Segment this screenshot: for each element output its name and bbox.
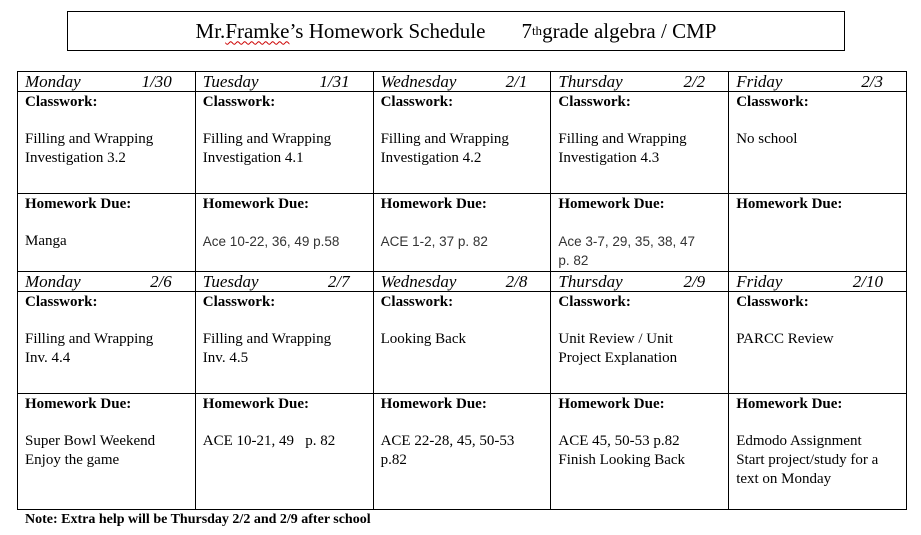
day-header [551,72,729,92]
classwork-label: Classwork: [202,94,276,110]
day-date: 2/6 [150,272,172,291]
classwork-label: Classwork: [736,94,809,110]
day-header [18,272,196,292]
classwork-cell [373,92,551,194]
day-date: 2/10 [852,272,883,291]
day-header-row [18,272,907,292]
day-header [373,272,551,292]
homework-label: Homework Due: [380,196,487,212]
day-name: Wednesday [380,272,457,291]
homework-line: text on Monday [736,471,832,487]
page-title [67,11,845,51]
day-date: 2/1 [505,72,528,91]
day-date: 2/2 [683,72,706,91]
homework-row [18,394,907,510]
homework-cell [18,194,196,272]
day-date: 1/30 [141,72,172,91]
classwork-row [18,292,907,394]
homework-cell [195,394,373,510]
day-name: Thursday [558,72,623,91]
title-post: ’s Homework Schedule [289,18,486,43]
classwork-cell [373,292,551,394]
classwork-cell [18,92,196,194]
homework-cell [18,394,196,510]
homework-line: Ace 3-7, 29, 35, 38, 47 [558,234,695,249]
classwork-line: No school [736,131,798,147]
homework-line: Start project/study for a [736,452,879,468]
day-date: 2/8 [505,272,528,291]
classwork-cell [551,92,729,194]
classwork-label: Classwork: [380,294,454,310]
day-name: Thursday [558,272,623,291]
homework-label: Homework Due: [202,196,310,212]
homework-label: Homework Due: [25,396,132,412]
grade: 7 [521,18,532,43]
classwork-cell [729,92,907,194]
classwork-cell [18,292,196,394]
classwork-label: Classwork: [558,94,631,110]
homework-row [18,194,907,272]
homework-label: Homework Due: [736,196,843,212]
classwork-line: Filling and Wrapping [202,131,332,147]
homework-cell [195,194,373,272]
day-name: Tuesday [202,72,259,91]
schedule-table [17,71,907,510]
grade-post: grade algebra / CMP [542,18,717,43]
grade-sup: th [531,23,543,38]
classwork-line: Filling and Wrapping [25,131,154,147]
homework-label: Homework Due: [25,196,132,212]
classwork-cell [729,292,907,394]
classwork-cell [195,292,373,394]
homework-cell [373,194,551,272]
day-header [195,272,373,292]
classwork-line: Filling and Wrapping [380,131,509,147]
homework-cell [729,394,907,510]
classwork-label: Classwork: [25,94,98,110]
classwork-line: Unit Review / Unit [558,331,673,347]
classwork-label: Classwork: [202,294,276,310]
classwork-line: Filling and Wrapping [202,331,332,347]
classwork-line: Filling and Wrapping [558,131,687,147]
classwork-cell [551,292,729,394]
homework-cell [729,194,907,272]
homework-line: ACE 10-21, 49 p. 82 [202,433,336,449]
homework-cell [551,394,729,510]
homework-label: Homework Due: [202,396,310,412]
classwork-line: PARCC Review [736,331,834,347]
homework-line: Finish Looking Back [558,452,686,468]
homework-cell [373,394,551,510]
homework-line: ACE 45, 50-53 p.82 [558,433,680,449]
classwork-row [18,92,907,194]
homework-label: Homework Due: [736,396,843,412]
day-header [729,72,907,92]
homework-line: ACE 22-28, 45, 50-53 [380,433,515,449]
day-date: 2/9 [683,272,706,291]
classwork-line: Project Explanation [558,350,678,366]
classwork-line: Investigation 4.1 [202,150,304,166]
day-header [18,72,196,92]
day-header [373,72,551,92]
day-date: 2/7 [327,272,350,291]
classwork-label: Classwork: [736,294,809,310]
day-name: Monday [25,72,81,91]
day-name: Monday [25,272,81,291]
classwork-line: Investigation 4.3 [558,150,660,166]
classwork-cell [195,92,373,194]
day-header-row [18,72,907,92]
note: Note: Extra help will be Thursday 2/2 and 2/9 after school [25,512,371,527]
day-header [195,72,373,92]
homework-line: ACE 1-2, 37 p. 82 [380,234,488,249]
homework-label: Homework Due: [558,196,665,212]
day-header [551,272,729,292]
homework-line: Enjoy the game [25,452,120,468]
day-name: Tuesday [202,272,259,291]
homework-line: p.82 [380,452,407,468]
day-date: 1/31 [319,72,350,91]
day-name: Wednesday [380,72,457,91]
classwork-label: Classwork: [25,294,98,310]
classwork-line: Investigation 4.2 [380,150,482,166]
homework-label: Homework Due: [558,396,665,412]
homework-line: Ace 10-22, 36, 49 p.58 [202,234,340,249]
classwork-line: Looking Back [380,331,466,347]
title-name: Framke [225,18,290,43]
homework-line: Super Bowl Weekend [25,433,156,449]
classwork-label: Classwork: [558,294,631,310]
homework-label: Homework Due: [380,396,487,412]
day-name: Friday [736,72,783,91]
homework-cell [551,194,729,272]
homework-line: Edmodo Assignment [736,433,862,449]
title-pre: Mr. [195,18,226,43]
homework-line: p. 82 [558,253,589,268]
classwork-label: Classwork: [380,94,454,110]
day-name: Friday [736,272,783,291]
classwork-line: Inv. 4.4 [25,350,71,366]
classwork-line: Inv. 4.5 [202,350,249,366]
day-date: 2/3 [861,72,883,91]
classwork-line: Investigation 3.2 [25,150,126,166]
day-header [729,272,907,292]
classwork-line: Filling and Wrapping [25,331,154,347]
homework-line: Manga [25,233,67,249]
